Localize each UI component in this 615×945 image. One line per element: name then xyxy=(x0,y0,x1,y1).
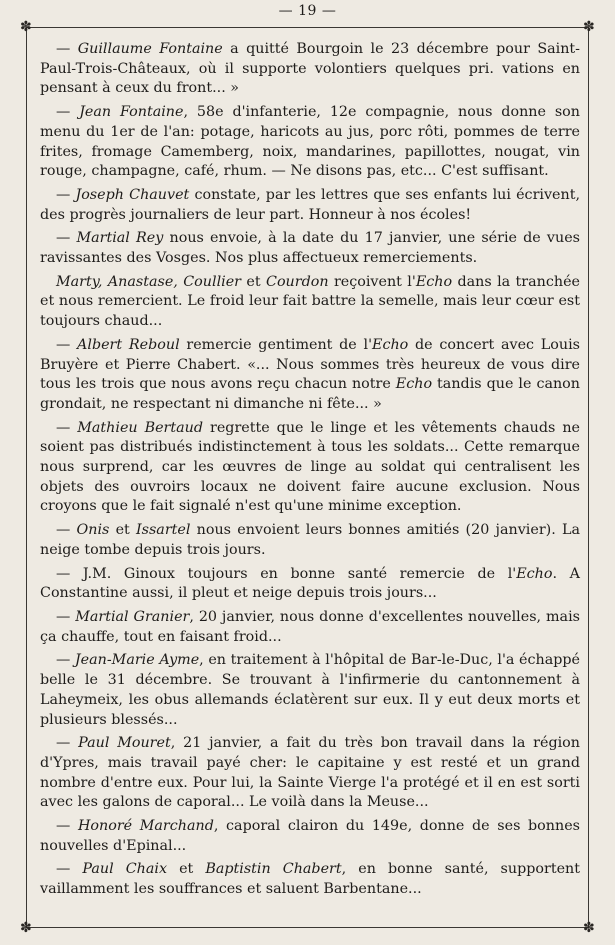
news-paragraph xyxy=(40,40,580,99)
italic-name: Guillaume Fontaine xyxy=(77,41,223,57)
corner-ornament-icon: ✽ xyxy=(583,19,595,35)
italic-name: Onis xyxy=(76,522,110,539)
text-run: et xyxy=(241,273,266,290)
news-paragraph xyxy=(40,419,580,518)
text-run: — xyxy=(56,608,76,625)
text-run: regrette que le linge et les vêtements chauds ne soient pas distribués indistinctement à tous les soldats... Cette remarque nous surprend, car les œuvres de linge au soldat qui centralisent les objets des ouvroirs locaux ne doivent faire aucune exclusion. Nous croyons que le fait signalé n'est qu'une minime exception. xyxy=(40,419,580,515)
text-run: — xyxy=(56,336,78,353)
text-run: a quitté Bourgoin le 23 décembre pour Saint-Paul-Trois-Châteaux, où il supporte volontiers quelques pri. vations en pensant à ceux du front... » xyxy=(40,41,581,97)
news-paragraph xyxy=(40,817,580,856)
italic-name: Martial Granier xyxy=(75,608,190,625)
text-run: , 20 janvier, nous donne d'excellentes nouvelles, mais ça chauffe, tout en faisant froid... xyxy=(40,608,580,645)
text-run: , en traitement à l'hôpital de Bar-le-Duc, l'a échappé belle le 31 décembre. Se trouvant à l'infirmerie du cantonnement à Laheymeix, les obus allemands éclatèrent sur eux. Il y eut deux morts et plusieurs blessés... xyxy=(40,652,580,728)
text-run: reçoivent l' xyxy=(328,273,416,290)
italic-name: Courdon xyxy=(266,273,329,290)
italic-name: Joseph Chauvet xyxy=(75,186,190,203)
italic-name: Marty, Anastase, Coullier xyxy=(56,273,242,290)
italic-name: Echo xyxy=(372,336,409,353)
text-run: . A Constantine aussi, il pleut et neige depuis trois jours... xyxy=(40,565,580,602)
text-run: — xyxy=(56,861,83,878)
text-run: nous envoient leurs bonnes amitiés (20 janvier). La neige tombe depuis trois jours. xyxy=(40,522,581,558)
text-run: constate, par les lettres que ses enfants lui écrivent, des progrès journaliers de leur part. Honneur à nos écoles! xyxy=(40,186,581,223)
text-run: , en bonne santé, supportent vaillamment les souffrances et saluent Barbentane... xyxy=(40,861,580,898)
text-run: — xyxy=(56,818,78,835)
news-paragraph xyxy=(40,273,580,332)
italic-name: Martial Rey xyxy=(76,230,164,247)
italic-name: Paul Mouret xyxy=(78,735,171,752)
news-column xyxy=(40,40,580,904)
text-run: remercie gentiment de l' xyxy=(179,336,373,353)
text-run: et xyxy=(109,522,136,539)
italic-name: Echo xyxy=(516,565,553,582)
text-run: et xyxy=(167,861,206,878)
page-number: — 19 — xyxy=(278,3,337,19)
italic-name: Albert Reboul xyxy=(77,336,180,353)
text-run: — J.M. Ginoux toujours en bonne santé remercie de l' xyxy=(56,565,517,582)
text-run: — xyxy=(56,104,80,121)
news-paragraph xyxy=(40,734,580,813)
text-run: , 21 janvier, a fait du très bon travail dans la région d'Ypres, mais travail payé cher: le capitaine y est resté et un grand nombre d'entre eux. Pour lui, la Sainte Vierge l'a protégé et il en est sorti avec les galons de caporal... Le voilà dans la Meuse... xyxy=(40,735,580,811)
italic-name: Jean Fontaine xyxy=(79,104,184,121)
news-paragraph xyxy=(40,103,580,182)
italic-name: Issartel xyxy=(135,522,191,539)
news-paragraph xyxy=(40,521,580,560)
news-paragraph xyxy=(40,565,580,604)
text-run: — xyxy=(56,186,76,203)
text-run: — xyxy=(56,735,79,752)
italic-name: Honoré Marchand xyxy=(77,818,214,835)
news-paragraph xyxy=(40,608,580,647)
news-paragraph xyxy=(40,229,580,268)
news-paragraph xyxy=(40,651,580,730)
corner-ornament-icon: ✽ xyxy=(20,19,32,35)
text-run: tandis que le canon grondait, ne respectant ni dimanche ni fête... » xyxy=(40,376,580,412)
text-run: nous envoie, à la date du 17 janvier, une série de vues ravissantes des Vosges. Nos plus affectueux remerciements. xyxy=(40,230,581,267)
italic-name: Echo xyxy=(395,376,433,393)
italic-name: Jean-Marie Ayme xyxy=(74,652,200,669)
news-paragraph xyxy=(40,860,580,899)
corner-ornament-icon: ✽ xyxy=(20,920,32,936)
text-run: — xyxy=(56,230,77,247)
news-paragraph xyxy=(40,336,580,415)
text-run: de concert avec Louis Bruyère et Pierre Chabert. «... Nous sommes très heureux de vous dire tous les trois que nous avons reçu chacun notre xyxy=(40,336,581,393)
text-run: — xyxy=(56,522,77,539)
italic-name: Baptistin Chabert xyxy=(205,861,342,878)
text-run: dans la tranchée et nous remercient. Le froid leur fait battre la semelle, mais leur cœur est toujours chaud... xyxy=(40,273,580,330)
italic-name: Paul Chaix xyxy=(82,861,168,878)
text-run: — xyxy=(56,419,78,436)
italic-name: Mathieu Bertaud xyxy=(77,419,204,436)
italic-name: Echo xyxy=(415,273,453,290)
corner-ornament-icon: ✽ xyxy=(583,920,595,936)
news-paragraph xyxy=(40,186,580,225)
text-run: , caporal clairon du 149e, donne de ses bonnes nouvelles d'Epinal... xyxy=(40,818,581,854)
text-run: — xyxy=(56,652,75,669)
text-run: — xyxy=(56,41,78,57)
text-run: , 58e d'infanterie, 12e compagnie, nous donne son menu du 1er de l'an: potage, haricots au jus, porc rôti, pommes de terre frites, fromage Camemberg, noix, mandarines, papillottes, nougat, vin rouge, champagne, café, rhum. — Ne disons pas, etc... C'est suffisant. xyxy=(40,104,580,180)
